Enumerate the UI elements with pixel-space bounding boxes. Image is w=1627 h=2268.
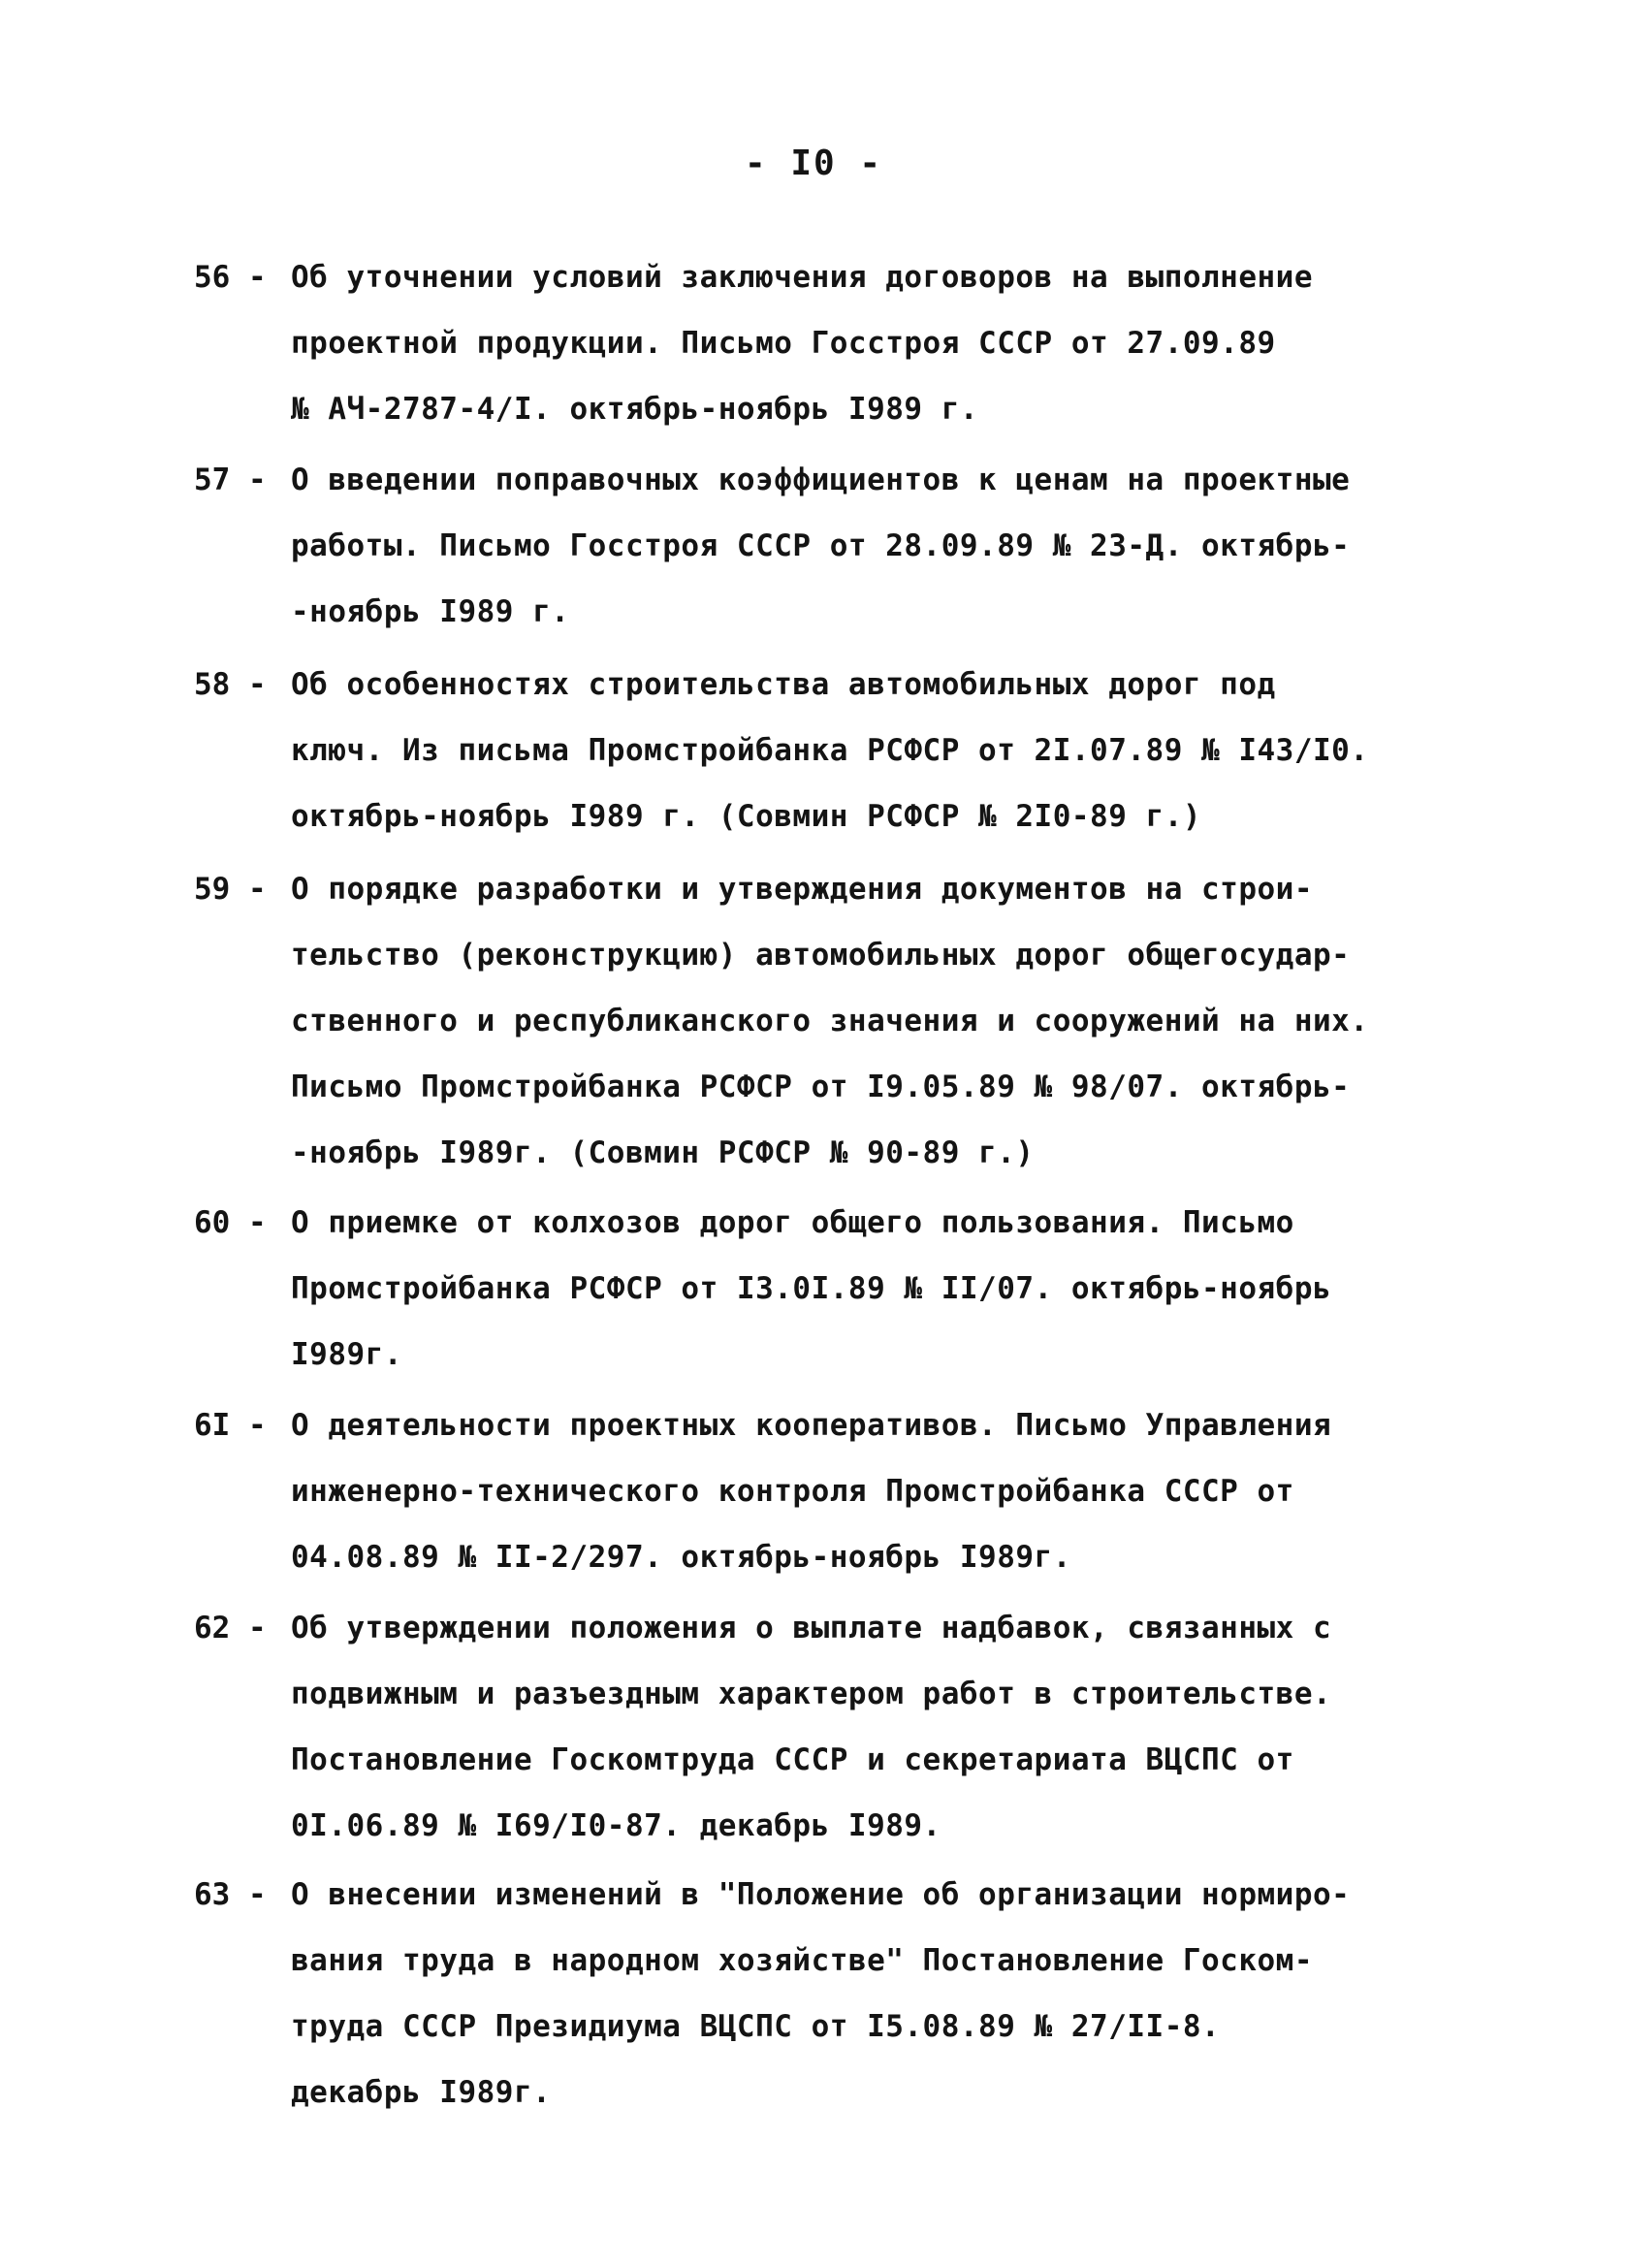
page-number: - I0 - <box>744 144 883 183</box>
item-number: 58 - <box>194 667 267 702</box>
list-item <box>194 1595 1454 1859</box>
list-item <box>194 1190 1454 1388</box>
item-number: 62 - <box>194 1611 267 1645</box>
item-text: О порядке разработки и утверждения документов на строи- тельство (реконструкцию) автомобильных дорог общегосудар- ственного и республиканского значения и сооружений на них. Письмо Промстройбанка РСФСР от I9.05.89 № 98/07. октябрь- -ноябрь I989г. (Совмин РСФСР № 90-89 г.) <box>291 872 1369 1170</box>
item-number: 57 - <box>194 463 267 497</box>
item-number: 60 - <box>194 1205 267 1240</box>
item-text: Об утверждении положения о выплате надбавок, связанных с подвижным и разъездным характером работ в строительстве. Постановление Госкомтруда СССР и секретариата ВЦСПС от 0I.06.89 № I69/I0-87. декабрь I989. <box>291 1611 1332 1843</box>
item-text: Об особенностях строительства автомобильных дорог под ключ. Из письма Промстройбанка РСФСР от 2I.07.89 № I43/I0. октябрь-ноябрь I989 г. (Совмин РСФСР № 2I0-89 г.) <box>291 667 1369 834</box>
list-item <box>194 1392 1454 1590</box>
item-text: О приемке от колхозов дорог общего пользования. Письмо Промстройбанка РСФСР от I3.0I.89 № II/07. октябрь-ноябрь I989г. <box>291 1205 1332 1372</box>
list-item <box>194 1862 1454 2125</box>
list-item <box>194 447 1454 645</box>
list-item <box>194 856 1454 1186</box>
item-number: 59 - <box>194 872 267 907</box>
item-number: 6I - <box>194 1408 267 1443</box>
item-text: О внесении изменений в "Положение об организации нормиро- вания труда в народном хозяйстве" Постановление Госком- труда СССР Президиума ВЦСПС от I5.08.89 № 27/II-8. декабрь I989г. <box>291 1877 1351 2110</box>
list-item <box>194 244 1454 442</box>
item-number: 63 - <box>194 1877 267 1912</box>
item-number: 56 - <box>194 260 267 295</box>
item-text: О деятельности проектных кооперативов. Письмо Управления инженерно-технического контроля Промстройбанка СССР от 04.08.89 № II-2/297. октябрь-ноябрь I989г. <box>291 1408 1332 1575</box>
item-text: Об уточнении условий заключения договоров на выполнение проектной продукции. Письмо Госстроя СССР от 27.09.89 № АЧ-2787-4/I. октябрь-ноябрь I989 г. <box>291 260 1313 427</box>
item-text: О введении поправочных коэффициентов к ценам на проектные работы. Письмо Госстроя СССР от 28.09.89 № 23-Д. октябрь- -ноябрь I989 г. <box>291 463 1351 629</box>
list-item <box>194 652 1454 849</box>
